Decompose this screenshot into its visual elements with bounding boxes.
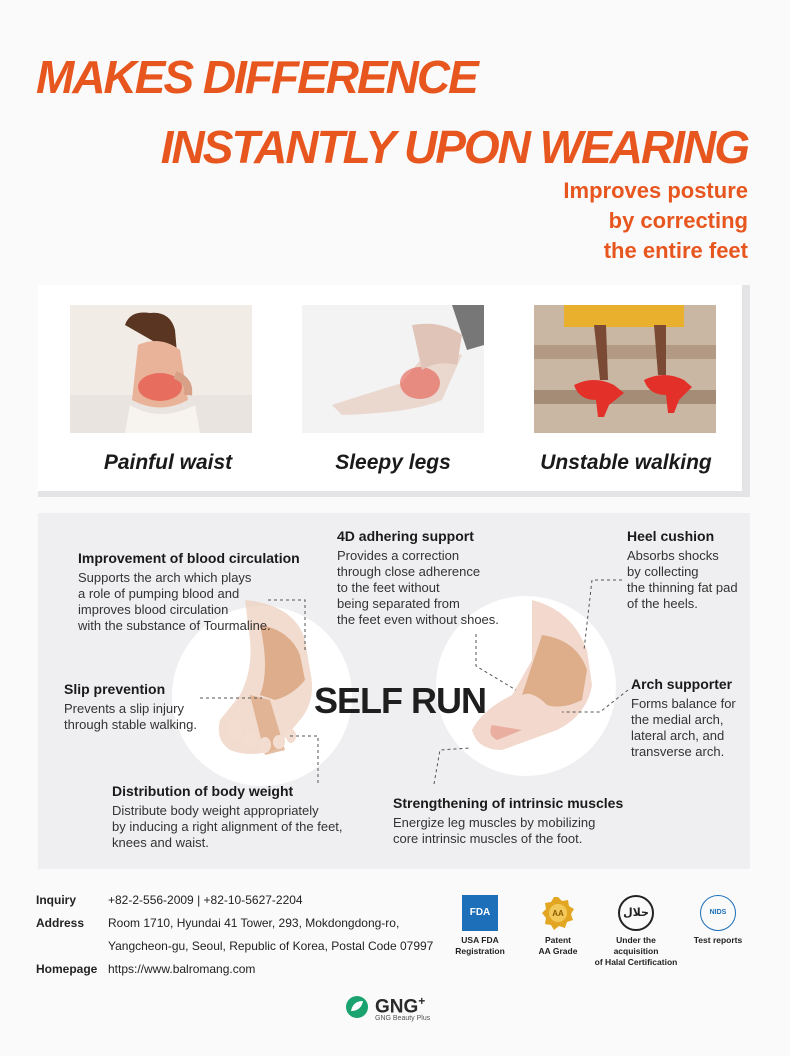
feature-desc: Energize leg muscles by mobilizing (393, 815, 596, 830)
cert-patent (516, 895, 600, 957)
feature-desc: Distribute body weight appropriately (112, 803, 319, 818)
homepage-label: Homepage (36, 962, 98, 976)
medal-icon (540, 895, 576, 931)
subheadline-line: the entire feet (603, 238, 748, 263)
feature-desc: Supports the arch which plays (78, 570, 252, 585)
brand-tagline: GNG Beauty Plus (375, 1015, 431, 1022)
address-label: Address (36, 916, 85, 930)
halal-icon: حلال (618, 895, 654, 931)
nids-icon: NIDS (700, 895, 736, 931)
feature-body-weight (112, 783, 382, 851)
headline-line-2: INSTANTLY UPON WEARING (160, 121, 748, 173)
inquiry-phone: +82-2-556-2009 | +82-10-5627-2204 (108, 893, 303, 907)
cert-label: USA FDA (461, 935, 499, 945)
feature-desc: with the substance of Tourmaline. (78, 618, 271, 633)
address-line: Room 1710, Hyundai 41 Tower, 293, Mokdongdong-ro, (108, 916, 400, 930)
feature-desc: knees and waist. (112, 835, 209, 850)
feature-title: Distribution of body weight (112, 783, 294, 799)
feature-desc: through stable walking. (64, 717, 197, 732)
feature-desc: by inducing a right alignment of the feet, (112, 819, 343, 834)
feature-title: Slip prevention (64, 681, 166, 697)
feature-desc: Absorbs shocks (627, 548, 719, 563)
feature-desc: improves blood circulation (78, 602, 229, 617)
cert-label: Test reports (693, 935, 743, 945)
subheadline-line: by correcting (608, 208, 748, 233)
problem-caption: Painful waist (103, 451, 233, 474)
feature-desc: Forms balance for (631, 696, 736, 711)
cert-label: Registration (455, 946, 505, 956)
feature-title: Arch supporter (631, 676, 733, 692)
feature-title: Strengthening of intrinsic muscles (393, 795, 624, 811)
cert-fda (438, 895, 522, 957)
feature-desc: a role of pumping blood and (78, 586, 240, 601)
subheadline-line: Improves posture (563, 178, 748, 203)
feature-arch-supporter (631, 676, 747, 760)
brand-name-text: GNG (375, 996, 419, 1018)
feature-desc: Prevents a slip injury (64, 701, 184, 716)
headline-line-1: MAKES DIFFERENCE (36, 51, 477, 103)
feature-desc: transverse arch. (631, 744, 725, 759)
feature-title: Improvement of blood circulation (78, 550, 300, 566)
feature-desc: being separated from (337, 596, 460, 611)
cert-label: Patent (545, 935, 571, 945)
medal-badge-text: AA (552, 909, 564, 918)
feature-title: Heel cushion (627, 528, 715, 544)
cert-label: Under the acquisition (613, 935, 659, 956)
cert-label: AA Grade (538, 946, 578, 956)
feature-desc: to the feet without (337, 580, 440, 595)
feature-desc: lateral arch, and (631, 728, 725, 743)
cert-nids (676, 895, 760, 946)
feature-desc: the thinning fat pad (627, 580, 738, 595)
feature-desc: by collecting (627, 564, 699, 579)
feature-heel-cushion (627, 528, 747, 612)
feature-title: 4D adhering support (337, 528, 474, 544)
feature-desc: the medial arch, (631, 712, 724, 727)
feature-desc: through close adherence (337, 564, 481, 579)
inquiry-label: Inquiry (36, 893, 77, 907)
problem-caption: Unstable walking (540, 451, 712, 474)
feature-desc: the feet even without shoes. (337, 612, 499, 627)
feature-desc: Provides a correction (337, 548, 460, 563)
feature-blood-circulation (78, 550, 318, 634)
feature-intrinsic-muscles (393, 795, 693, 847)
address-line: Yangcheon-gu, Seoul, Republic of Korea, Postal Code 07997 (108, 939, 434, 953)
cert-label: of Halal Certification (594, 957, 678, 967)
cert-halal (594, 895, 678, 968)
feature-desc: of the heels. (627, 596, 698, 611)
leaf-icon (345, 995, 369, 1019)
brand-plus: + (418, 994, 426, 1008)
product-name: SELF RUN (314, 680, 486, 721)
homepage-link[interactable]: https://www.balromang.com (108, 962, 256, 976)
fda-icon: FDA (462, 895, 498, 931)
feature-4d-adhering (337, 528, 537, 628)
feature-desc: core intrinsic muscles of the foot. (393, 831, 583, 846)
feature-slip-prevention (64, 681, 244, 733)
problem-caption: Sleepy legs (335, 451, 451, 474)
